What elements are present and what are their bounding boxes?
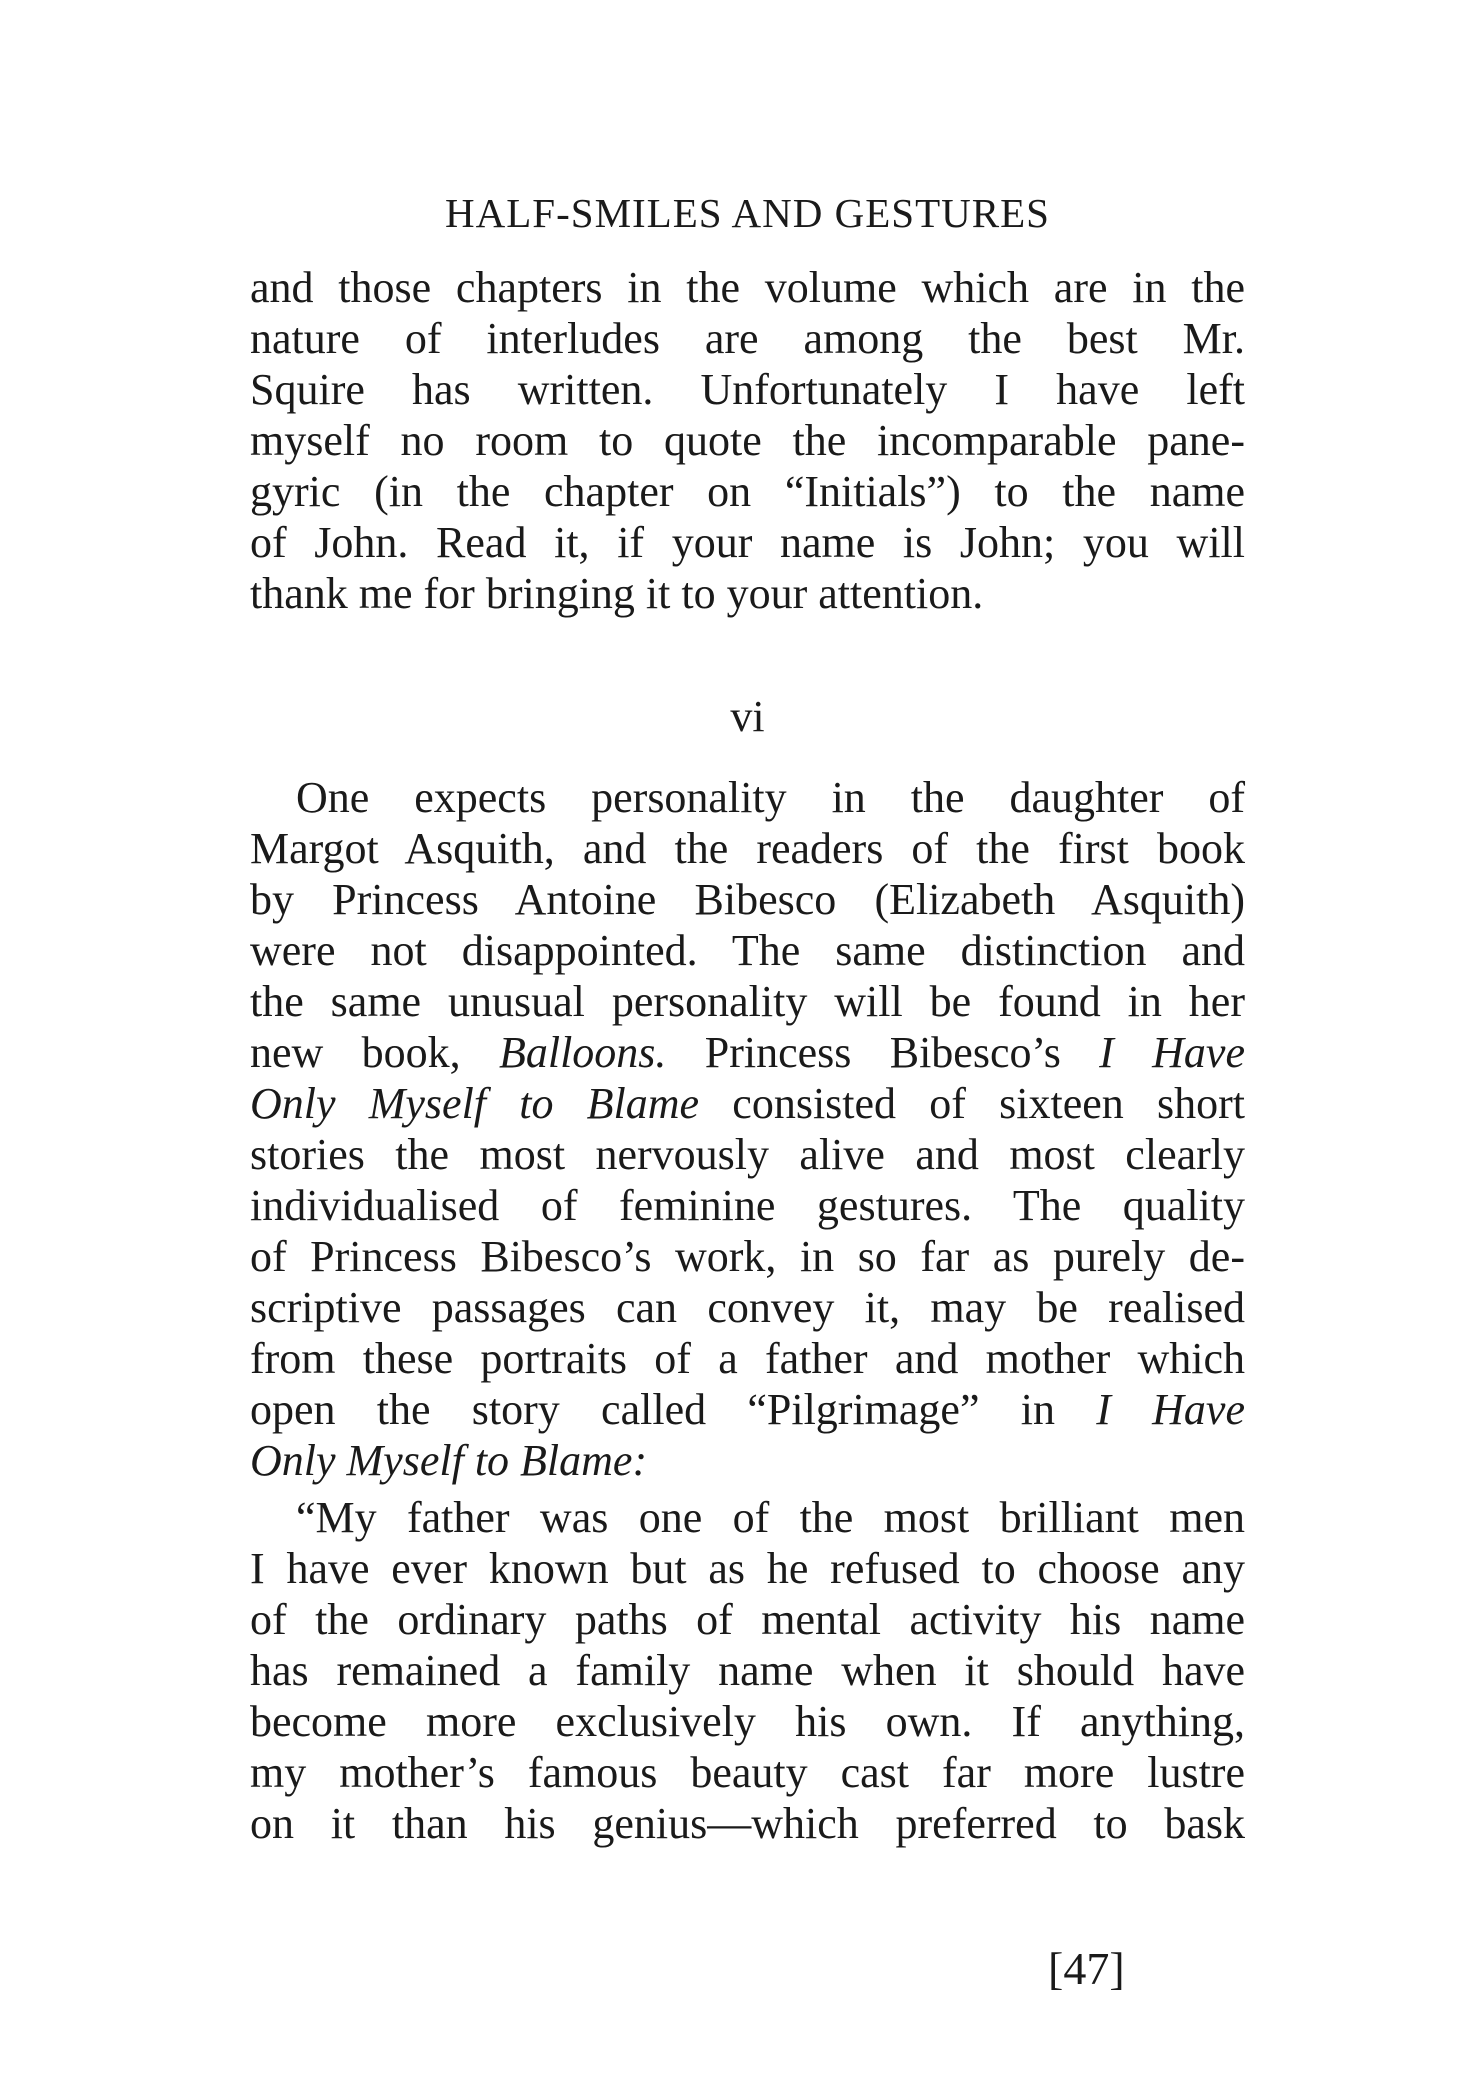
- text-line: and those chapters in the volume which are in the: [250, 263, 1245, 312]
- text-line: individualised of feminine gestures. The quality: [250, 1181, 1245, 1230]
- text-line: Margot Asquith, and the readers of the first book: [250, 824, 1245, 873]
- text-line: [250, 1027, 1245, 1078]
- book-title-part: I Have: [1099, 1028, 1245, 1077]
- page-number: [47]: [1048, 1943, 1125, 1994]
- text-run: new book,: [250, 1028, 499, 1077]
- running-head: HALF-SMILES AND GESTURES: [445, 190, 1050, 236]
- text-line: [250, 1078, 1245, 1129]
- text-line: Squire has written. Unfortunately I have left: [250, 365, 1245, 414]
- text-line: of the ordinary paths of mental activity his name: [250, 1595, 1245, 1644]
- text-line: I have ever known but as he refused to choose any: [250, 1544, 1245, 1593]
- text-line: the same unusual personality will be found in her: [250, 977, 1245, 1026]
- section-number: vi: [730, 692, 765, 741]
- text-line: One expects personality in the daughter of: [296, 773, 1245, 822]
- text-line: [250, 1435, 1245, 1486]
- text-line: my mother’s famous beauty cast far more lustre: [250, 1748, 1245, 1797]
- text-line: on it than his genius—which preferred to bask: [250, 1799, 1245, 1848]
- text-line: scriptive passages can convey it, may be realised: [250, 1283, 1245, 1332]
- text-run: open the story called “Pilgrimage” in: [250, 1385, 1097, 1434]
- book-title-part: Only Myself to Blame: [250, 1079, 700, 1128]
- paragraph-bibesco: [250, 772, 1245, 1486]
- text-line: “My father was one of the most brilliant men: [296, 1493, 1245, 1542]
- paragraph-interludes: [250, 262, 1245, 619]
- book-title-balloons: Balloons.: [498, 1028, 667, 1077]
- text-line: of Princess Bibesco’s work, in so far as purely de-: [250, 1232, 1245, 1281]
- text-line: become more exclusively his own. If anything,: [250, 1697, 1245, 1746]
- text-line: of John. Read it, if your name is John; you will: [250, 518, 1245, 567]
- text-line: has remained a family name when it should have: [250, 1646, 1245, 1695]
- text-line: stories the most nervously alive and most clearly: [250, 1130, 1245, 1179]
- text-line: by Princess Antoine Bibesco (Elizabeth Asquith): [250, 875, 1245, 924]
- text-line: nature of interludes are among the best Mr.: [250, 314, 1245, 363]
- text-line: from these portraits of a father and mother which: [250, 1334, 1245, 1383]
- book-title-part: Only Myself to Blame:: [250, 1436, 648, 1485]
- text-line: thank me for bringing it to your attention.: [250, 569, 984, 618]
- text-line: [250, 1384, 1245, 1435]
- text-line: gyric (in the chapter on “Initials”) to the name: [250, 467, 1245, 516]
- text-run: Princess Bibesco’s: [666, 1028, 1100, 1077]
- text-line: myself no room to quote the incomparable pane-: [250, 416, 1245, 465]
- text-run: consisted of sixteen short: [699, 1079, 1245, 1128]
- text-line: were not disappointed. The same distinction and: [250, 926, 1245, 975]
- paragraph-quotation: [250, 1492, 1245, 1849]
- book-title-part: I Have: [1096, 1385, 1245, 1434]
